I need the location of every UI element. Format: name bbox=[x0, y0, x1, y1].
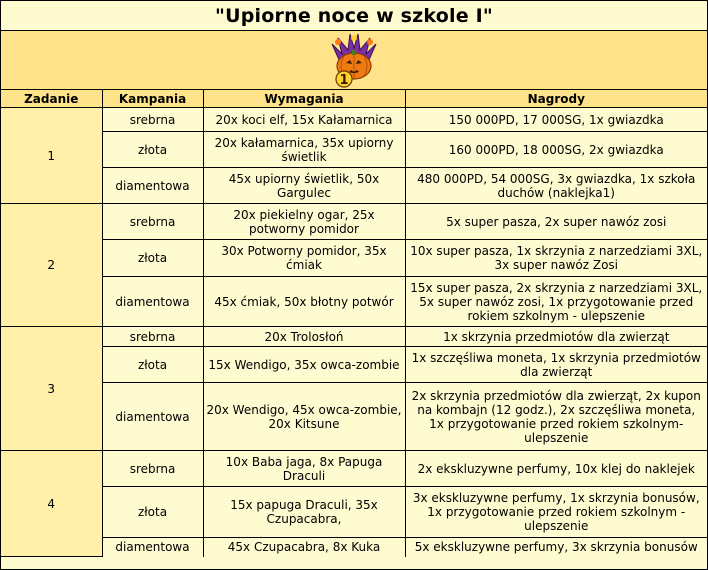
campaign-cell: złota bbox=[102, 347, 203, 383]
table-row bbox=[1, 347, 707, 383]
task-number: 3 bbox=[1, 327, 102, 451]
rewards-cell: 150 000PD, 17 000SG, 1x gwiazdka bbox=[405, 108, 707, 132]
table-row bbox=[1, 451, 707, 487]
table-row bbox=[1, 168, 707, 204]
col-header-requirements: Wymagania bbox=[203, 90, 405, 108]
rewards-cell: 1x szczęśliwa moneta, 1x skrzynia przedmiotów dla zwierząt bbox=[405, 347, 707, 383]
campaign-cell: srebrna bbox=[102, 451, 203, 487]
campaign-cell: srebrna bbox=[102, 108, 203, 132]
rewards-cell: 2x skrzynia przedmiotów dla zwierząt, 2x kupon na kombajn (12 godz.), 2x szczęśliwa moneta, 1x przygotowanie przed rokiem szkolnym- ulepszenie bbox=[405, 383, 707, 451]
col-header-rewards: Nagrody bbox=[405, 90, 707, 108]
rewards-cell: 15x super pasza, 2x skrzynia z narzedziami 3XL, 5x super nawóz zosi, 1x przygotowanie przed rokiem szkolnym - ulepszenie bbox=[405, 277, 707, 327]
campaign-cell: srebrna bbox=[102, 204, 203, 240]
header-row bbox=[1, 90, 707, 108]
rewards-cell: 160 000PD, 18 000SG, 2x gwiazdka bbox=[405, 132, 707, 168]
rewards-cell: 5x super pasza, 2x super nawóz zosi bbox=[405, 204, 707, 240]
rewards-cell: 3x ekskluzywne perfumy, 1x skrzynia bonusów, 1x przygotowanie przed rokiem szkolnym - ulepszenie bbox=[405, 487, 707, 538]
rewards-cell: 10x super pasza, 1x skrzynia z narzedziami 3XL, 3x super nawóz Zosi bbox=[405, 240, 707, 277]
table-row bbox=[1, 383, 707, 451]
requirements-cell: 20x kałamarnica, 35x upiorny świetlik bbox=[203, 132, 405, 168]
table-row bbox=[1, 538, 707, 557]
col-header-campaign: Kampania bbox=[102, 90, 203, 108]
task-number: 1 bbox=[1, 108, 102, 204]
page-title: "Upiorne noce w szkole I" bbox=[1, 1, 707, 31]
requirements-cell: 15x papuga Draculi, 35x Czupacabra, bbox=[203, 487, 405, 538]
rewards-cell: 1x skrzynia przedmiotów dla zwierząt bbox=[405, 327, 707, 347]
pumpkin-crest-icon bbox=[322, 32, 386, 88]
requirements-cell: 20x koci elf, 15x Kałamarnica bbox=[203, 108, 405, 132]
table-row bbox=[1, 108, 707, 132]
campaign-cell: diamentowa bbox=[102, 277, 203, 327]
rewards-cell: 5x ekskluzywne perfumy, 3x skrzynia bonusów bbox=[405, 538, 707, 557]
banner bbox=[1, 31, 707, 90]
table-row bbox=[1, 204, 707, 240]
rewards-cell: 2x ekskluzywne perfumy, 10x klej do naklejek bbox=[405, 451, 707, 487]
requirements-cell: 45x upiorny świetlik, 50x Gargulec bbox=[203, 168, 405, 204]
task-number: 4 bbox=[1, 451, 102, 557]
requirements-cell: 30x Potworny pomidor, 35x ćmiak bbox=[203, 240, 405, 277]
requirements-cell: 45x ćmiak, 50x błotny potwór bbox=[203, 277, 405, 327]
requirements-cell: 20x piekielny ogar, 25x potworny pomidor bbox=[203, 204, 405, 240]
requirements-cell: 20x Wendigo, 45x owca-zombie, 20x Kitsune bbox=[203, 383, 405, 451]
task-number: 2 bbox=[1, 204, 102, 327]
table-row bbox=[1, 132, 707, 168]
campaign-cell: srebrna bbox=[102, 327, 203, 347]
requirements-cell: 20x Trolosłoń bbox=[203, 327, 405, 347]
campaign-cell: złota bbox=[102, 487, 203, 538]
requirements-cell: 15x Wendigo, 35x owca-zombie bbox=[203, 347, 405, 383]
table-row bbox=[1, 487, 707, 538]
campaign-cell: diamentowa bbox=[102, 383, 203, 451]
campaign-cell: diamentowa bbox=[102, 168, 203, 204]
col-header-task: Zadanie bbox=[1, 90, 102, 108]
campaign-cell: diamentowa bbox=[102, 538, 203, 557]
table-row bbox=[1, 277, 707, 327]
rewards-cell: 480 000PD, 54 000SG, 3x gwiazdka, 1x szkoła duchów (naklejka1) bbox=[405, 168, 707, 204]
badge-number: 1 bbox=[339, 73, 349, 88]
requirements-cell: 45x Czupacabra, 8x Kuka bbox=[203, 538, 405, 557]
quest-table bbox=[1, 90, 707, 557]
campaign-cell: złota bbox=[102, 240, 203, 277]
campaign-cell: złota bbox=[102, 132, 203, 168]
table-row bbox=[1, 240, 707, 277]
requirements-cell: 10x Baba jaga, 8x Papuga Draculi bbox=[203, 451, 405, 487]
table-row bbox=[1, 327, 707, 347]
